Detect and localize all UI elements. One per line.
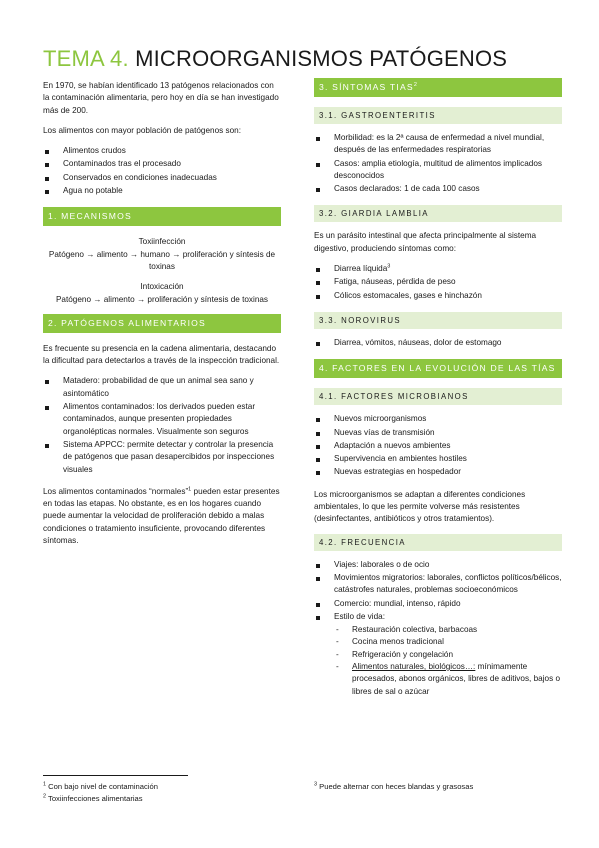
section-heading-sintomas [314, 78, 562, 97]
list-item: Nuevas estrategias en hospedador [314, 466, 562, 478]
list-item: Supervivencia en ambientes hostiles [314, 453, 562, 465]
list-item: Alimentos contaminados: los derivados pueden estar contaminados, aunque presenten propiedades organolépticas normales. Visualmente son seguros [43, 401, 281, 438]
frequency-list [314, 559, 562, 698]
footnote-2 [43, 793, 143, 805]
underlined-text: Alimentos naturales, biológicos…: [352, 662, 476, 672]
text: Los alimentos contaminados “normales” [43, 486, 189, 496]
list-item: Morbilidad: es la 2ª causa de enfermedad a nivel mundial, después de las enfermedades respiratorias [314, 132, 562, 157]
list-item [314, 263, 562, 275]
sublist-item [334, 661, 562, 698]
microbial-factors-list [314, 413, 562, 478]
title-text: MICROORGANISMOS PATÓGENOS [128, 46, 508, 71]
subsection-heading-giardia: 3.2. GIARDIA LAMBLIA [314, 205, 562, 222]
subsection-heading-frecuencia: 4.2. FRECUENCIA [314, 534, 562, 551]
paragraph: Es un parásito intestinal que afecta principalmente al sistema digestivo, produciendo síntomas como: [314, 231, 537, 253]
paragraph [43, 486, 281, 547]
list-item: Viajes: laborales o de ocio [314, 559, 562, 571]
foods-list [43, 145, 281, 197]
footnote-3 [314, 781, 473, 793]
list-item: Comercio: mundial, intenso, rápido [314, 598, 562, 610]
paragraph: Los microorganismos se adaptan a diferentes condiciones ambientales, lo que les permite volverse más resistentes (desinfectantes, antibióticos y otros tratamientos). [314, 489, 526, 524]
section-heading-factores: 4. FACTORES EN LA EVOLUCIÓN DE LAS TÍAS [314, 359, 562, 378]
mechanism-title: Toxiinfección [138, 237, 186, 247]
left-column [43, 80, 281, 555]
footnote-ref[interactable]: 1 [188, 486, 192, 493]
page-title [43, 44, 507, 74]
text: Estilo de vida: [334, 611, 385, 621]
footnote-ref[interactable]: 3 [387, 263, 391, 270]
mechanism-title: Intoxicación [140, 282, 184, 292]
list-item: Casos: amplia etiología, multitud de alimentos implicados desconocidos [314, 158, 562, 183]
text: mínimamente procesados, abonos orgánicos, libres de aditivos, bajos o libres de sal o azúcar [352, 662, 560, 696]
text: pueden estar presentes en todas las etapas. No obstante, es en los hogares cuando puede aumentar la velocidad de proliferación debido a malas condiciones o tratamiento insuficiente, provocando diferentes síntomas. [43, 486, 280, 546]
list-item: Fatiga, náuseas, pérdida de peso [314, 276, 562, 288]
footnote-text: Puede alternar con heces blandas y grasosas [317, 782, 474, 791]
text: Diarrea líquida [334, 264, 388, 274]
sublist-item: - Cocina menos tradicional [334, 636, 562, 648]
footnote-1 [43, 781, 158, 793]
list-item: Agua no potable [43, 185, 281, 197]
footnote-number: 3 [314, 781, 318, 788]
footnote-number: 1 [43, 781, 47, 788]
list-item: Casos declarados: 1 de cada 100 casos [314, 183, 562, 195]
list-item: Alimentos crudos [43, 145, 281, 157]
list-item: Nuevos microorganismos [314, 413, 562, 425]
list-item: Adaptación a nuevos ambientes [314, 440, 562, 452]
giardia-list [314, 263, 562, 302]
mechanism-text: Patógeno → alimento → proliferación y síntesis de toxinas [55, 294, 269, 304]
footnote-ref[interactable]: 2 [413, 82, 419, 89]
list-item: Diarrea, vómitos, náuseas, dolor de estomago [314, 337, 562, 349]
lifestyle-sublist [334, 624, 562, 698]
title-number: TEMA 4. [43, 46, 129, 71]
footnote-text: Toxiinfecciones alimentarias [46, 794, 143, 803]
subsection-heading-gastroenteritis: 3.1. GASTROENTERITIS [314, 107, 562, 124]
list-item: Sistema APPCC: permite detectar y controlar la presencia de patógenos que pasan desapercibidos por inspecciones visuales [43, 439, 281, 476]
mechanism-text: Patógeno → alimento → humano → proliferación y síntesis de toxinas [48, 249, 276, 271]
right-column [314, 78, 562, 708]
section-heading-patogenos: 2. PATÓGENOS ALIMENTARIOS [43, 314, 281, 333]
list-item: Cólicos estomacales, gases e hinchazón [314, 290, 562, 302]
footnote-number: 2 [43, 793, 47, 800]
paragraph: Es frecuente su presencia en la cadena alimentaria, destacando la dificultad para detectarlos a través de la inspección tradicional. [43, 343, 280, 366]
list-item: Nuevas vías de transmisión [314, 427, 562, 439]
heading-text: 3. SÍNTOMAS TIAS [319, 82, 414, 92]
subsection-heading-norovirus: 3.3. NOROVIRUS [314, 312, 562, 329]
intro-paragraph: En 1970, se habían identificado 13 patógenos relacionados con la contaminación alimentaria, pero hoy en día se han investigado más de 200. [43, 81, 279, 115]
sublist-item: - Restauración colectiva, barbacoas [334, 624, 562, 636]
footnote-divider [43, 775, 188, 776]
list-item: Movimientos migratorios: laborales, conflictos políticos/bélicos, catástrofes naturales, problemas socioeconómicos [314, 572, 562, 597]
foods-intro: Los alimentos con mayor población de patógenos son: [43, 125, 241, 135]
footnote-text: Con bajo nivel de contaminación [46, 782, 158, 791]
gastro-list [314, 132, 562, 195]
sublist-item: - Refrigeración y congelación [334, 649, 562, 661]
subsection-heading-microbianos: 4.1. FACTORES MICROBIANOS [314, 388, 562, 405]
norovirus-list [314, 337, 562, 349]
list-item: Matadero: probabilidad de que un animal sea sano y asintomático [43, 375, 281, 400]
list-item: Conservados en condiciones inadecuadas [43, 172, 281, 184]
pathogens-list [43, 375, 281, 475]
list-item: Contaminados tras el procesado [43, 158, 281, 170]
list-item [314, 611, 562, 698]
section-heading-mecanismos: 1. MECANISMOS [43, 207, 281, 226]
